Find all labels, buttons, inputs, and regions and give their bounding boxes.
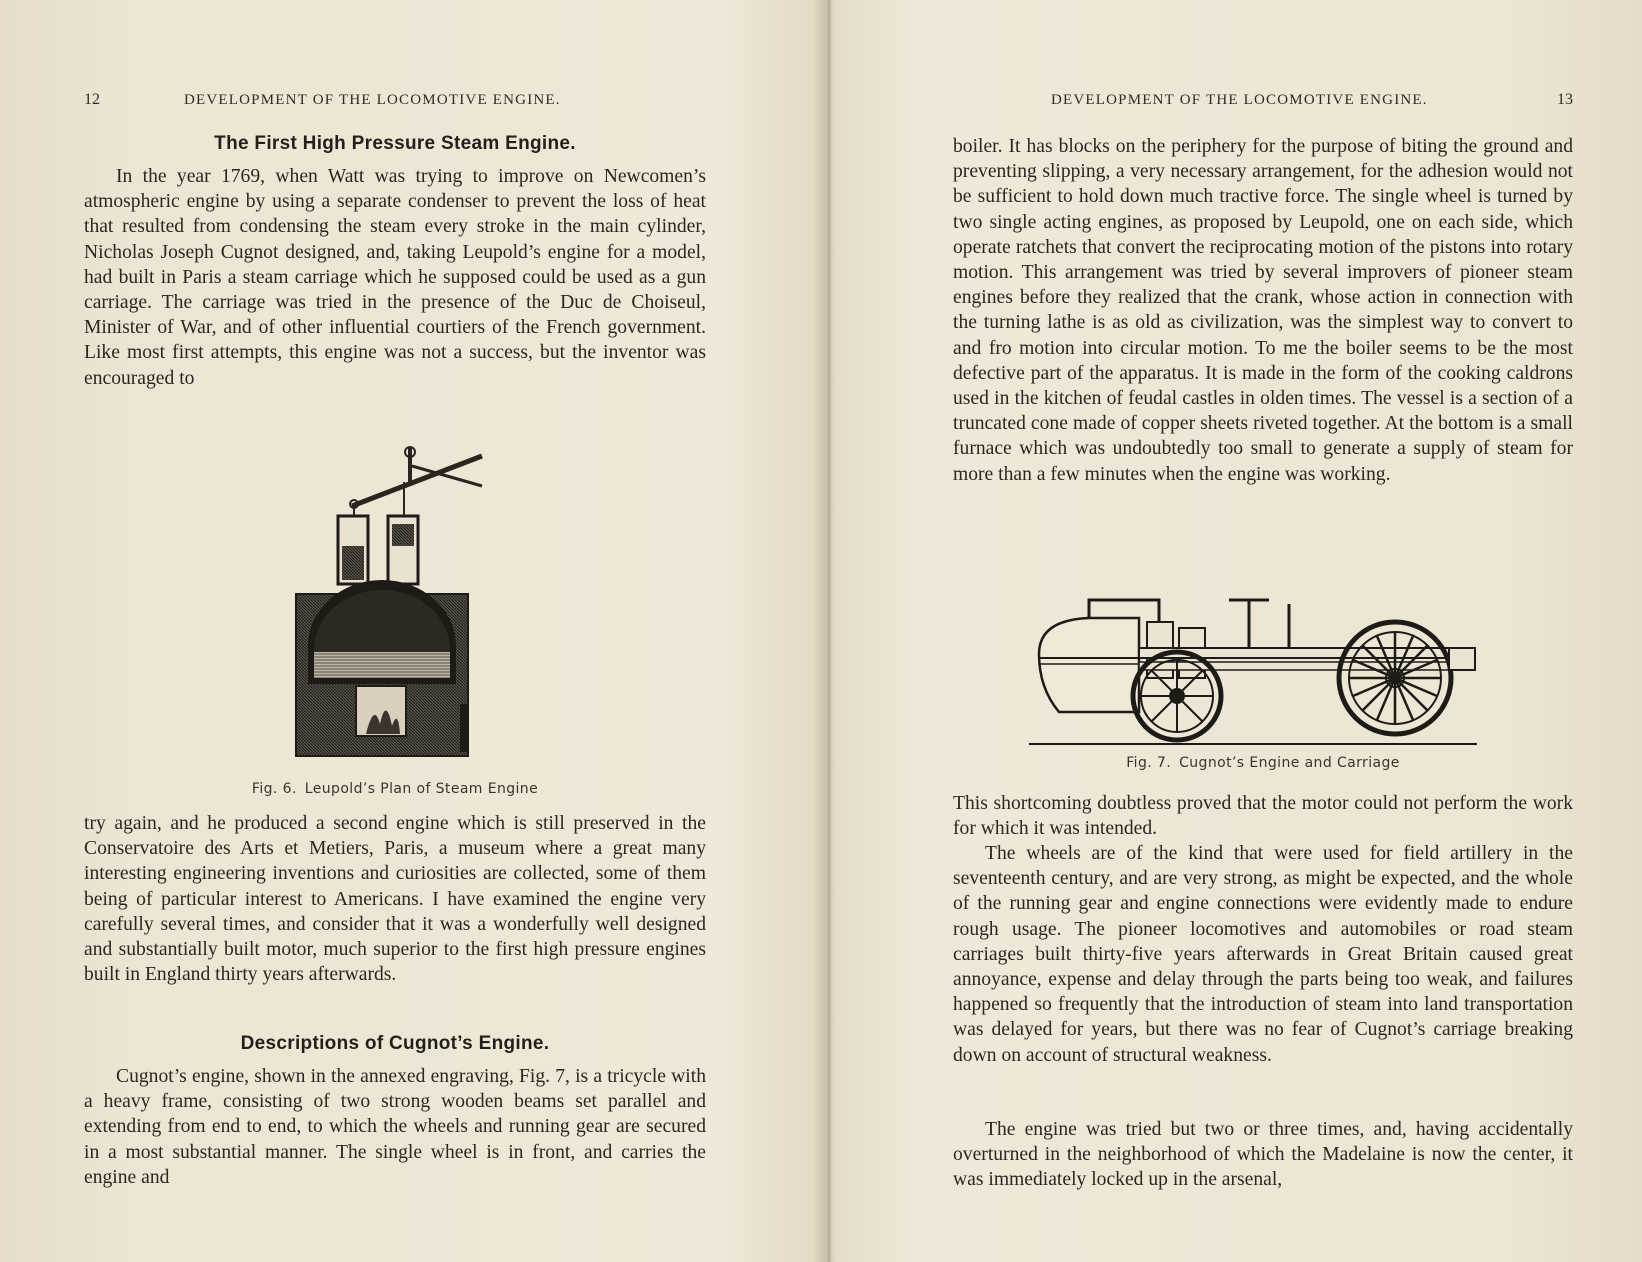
figure-7-caption <box>953 755 1573 771</box>
running-head-right: DEVELOPMENT OF THE LOCOMOTIVE ENGINE. <box>1051 92 1428 108</box>
section-heading-first-high-pressure: The First High Pressure Steam Engine. <box>214 133 576 154</box>
right-paragraph-3: The wheels are of the kind that were used for field artillery in the seventeenth century, and are very strong, as might be expected, and the whole of the running gear and engine connections were evidently made to endure rough usage. The pioneer locomotives and automobiles or road steam carriages built thirty-five years afterwards in Great Britain caused great annoyance, expense and delay through the parts being too weak, and failures happened so frequently that the introduction of steam into land transportation was delayed for years, but there was no fear of Cugnot’s carriage breaking down on account of structural weakness. <box>953 843 1573 1066</box>
figure-6-caption <box>84 781 706 797</box>
page-number-left: 12 <box>84 91 100 108</box>
left-paragraph-1: In the year 1769, when Watt was trying to improve on Newcomen’s atmospheric engine by using a separate condenser to prevent the loss of heat that resulted from condensing the steam every stroke in the main cylinder, Nicholas Joseph Cugnot designed, and, taking Leupold’s engine for a model, had built in Paris a steam carriage which he supposed could be used as a gun carriage. The carriage was tried in the presence of the Duc de Choiseul, Minister of War, and of other influential courtiers of the French government. Like most first attempts, this engine was not a success, but the inventor was encouraged to <box>84 166 706 389</box>
right-paragraph-4: The engine was tried but two or three times, and, having accidentally overturned in the neighborhood of which the Madelaine is now the center, it was immediately locked up in the arsenal, <box>953 1119 1573 1191</box>
figure-6-leupold-engine <box>292 446 492 762</box>
right-paragraph-1: boiler. It has blocks on the periphery for the purpose of biting the ground and preventing slipping, a very necessary arrangement, for the adhesion would not be sufficient to hold down much tractive force. The single wheel is turned by two single acting engines, as proposed by Leupold, one on each side, which operate ratchets that convert the reciprocating motion of the pistons into rotary motion. This arrangement was tried by several improvers of pioneer steam engines before they realized that the crank, whose action in connection with the turning lathe is as old as civilization, was the simplest way to convert to and fro motion into circular motion. To me the boiler seems to be the most defective part of the apparatus. It is made in the form of the cooking caldrons used in the kitchen of feudal castles in olden times. The vessel is a section of a truncated cone made of copper sheets riveted together. At the bottom is a small furnace which was undoubtedly too small to generate a supply of steam for more than a few minutes when the engine was working. <box>953 136 1573 485</box>
figure-6-label: Fig. 6. <box>251 781 297 797</box>
left-paragraph-3: Cugnot’s engine, shown in the annexed engraving, Fig. 7, is a tricycle with a heavy frame, consisting of two strong wooden beams set parallel and extending from end to end, to which the wheels and running gear are secured in a most substantial manner. The single wheel is in front, and carries the engine and <box>84 1066 706 1188</box>
figure-7-title: Cugnot’s Engine and Carriage <box>1179 755 1400 771</box>
figure-6-title: Leupold’s Plan of Steam Engine <box>304 781 539 797</box>
page-number-right: 13 <box>1557 91 1573 108</box>
figure-7-cugnot-carriage <box>1029 592 1479 750</box>
section-heading-descriptions: Descriptions of Cugnot’s Engine. <box>240 1033 550 1054</box>
left-paragraph-2: try again, and he produced a second engine which is still preserved in the Conservatoire des Arts et Metiers, Paris, a museum where a great many interesting engineering inventions and curiosities are collected, some of them being of particular interest to Americans. I have examined the engine very carefully several times, and consider that it was a wonderfully well designed and substantially built motor, much superior to the first high pressure engines built in England thirty years afterwards. <box>84 813 706 986</box>
right-paragraph-2: This shortcoming doubtless proved that the motor could not perform the work for which it was intended. <box>953 793 1573 840</box>
running-head-left: DEVELOPMENT OF THE LOCOMOTIVE ENGINE. <box>184 92 561 108</box>
right-page <box>821 0 1642 1262</box>
figure-7-label: Fig. 7. <box>1126 755 1172 771</box>
